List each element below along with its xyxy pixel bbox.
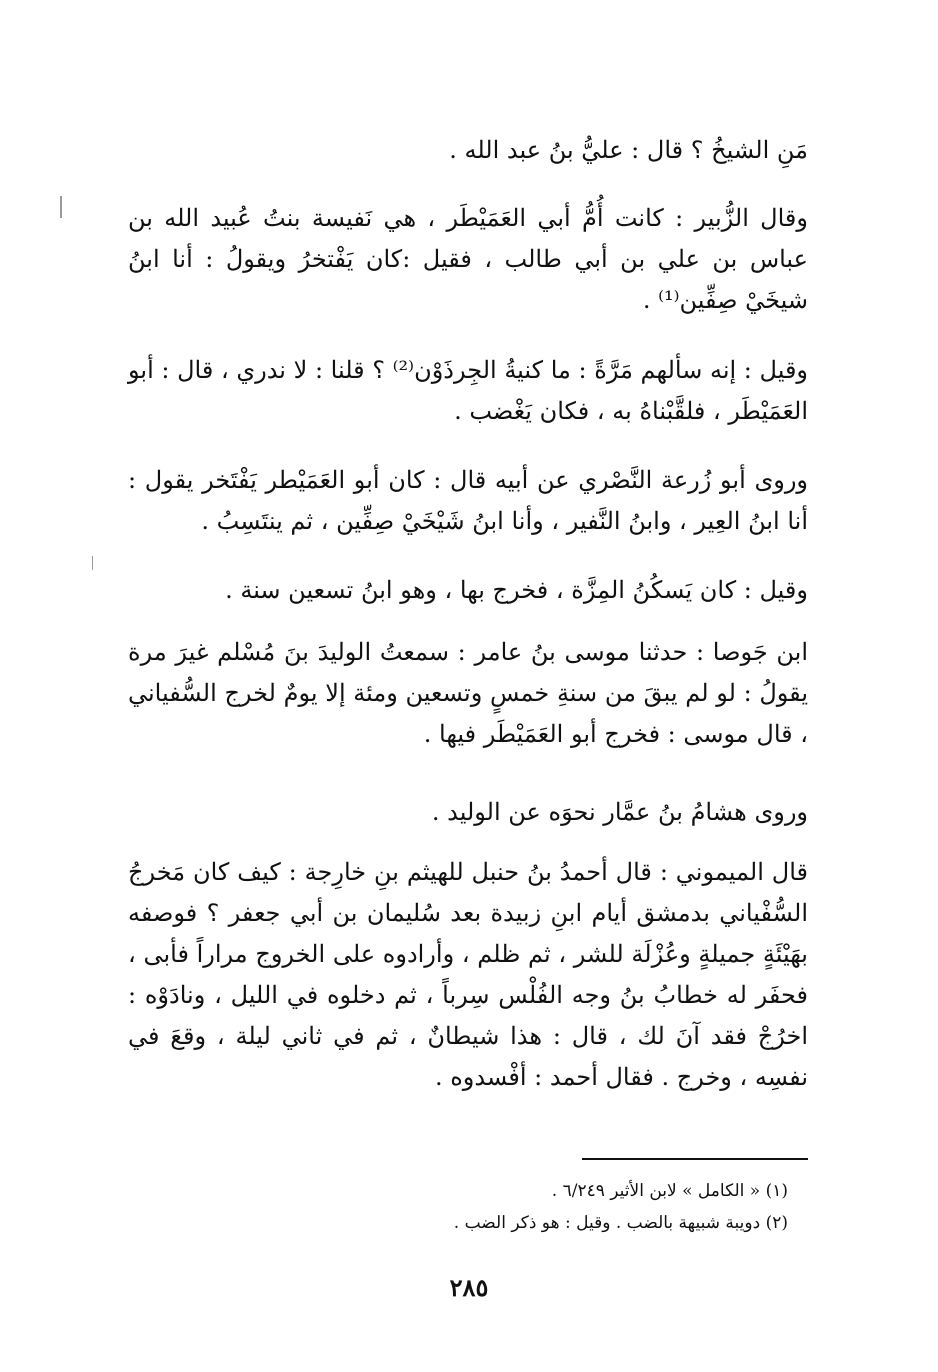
paragraph-8: قال الميموني : قال أحمدُ بنُ حنبل للهيثم بنِ خارِجة : كيف كان مَخرجُ السُّفْياني بدمشق أيام ابنِ زبيدة بعد سُليمان بن أبي جعفر ؟ فوصفه بهَيْئَةٍ جميلةٍ وعُزْلَة للشر ، ثم ظلم ، وأرادوه على الخروج مراراً فأبى ، فحفَر له خطابُ بنُ وجه الفُلْس سِرباً ، ثم دخلوه في الليل ، ونادَوْه : اخرُجْ فقد آنَ لك ، قال : هذا شيطانٌ ، ثم في ثاني ليلة ، وقعَ في نفسِه ، وخرج . فقال أحمد : أفْسدوه . xyxy=(128,858,808,1091)
margin-mark xyxy=(60,196,62,218)
paragraph-3: وقيل : إنه سألهم مَرَّةً : ما كنيةُ الجِرذَوْن⁽²⁾ ؟ قلنا : لا ندري ، قال : أبو العَمَيْطَر ، فلقَّبْناهُ به ، فكان يَغْضب . xyxy=(128,356,809,425)
paragraph-4: وروى أبو زُرعة النَّصْري عن أبيه قال : كان أبو العَمَيْطر يَفْتَخر يقول : أنا ابنُ العِير ، وابنُ النَّفير ، وأنا ابنُ شَيْخَيْ صِفِّين ، ثم ينتَسِبُ . xyxy=(128,466,808,535)
paragraph-1: مَنِ الشيخُ ؟ قال : عليُّ بنُ عبد الله . xyxy=(449,136,808,164)
margin-mark xyxy=(92,556,93,570)
footnote-2: (٢) دويبة شبيهة بالضب . وقيل : هو ذكر الضب . xyxy=(453,1213,788,1233)
paragraph-7: وروى هشامُ بنُ عمَّار نحوَه عن الوليد . xyxy=(431,798,808,826)
page-number: ٢٨٥ xyxy=(449,1273,489,1302)
paragraph-5: وقيل : كان يَسكُنُ المِزَّة ، فخرج بها ، وهو ابنُ تسعين سنة . xyxy=(225,576,808,604)
footnote-divider xyxy=(582,1158,808,1160)
paragraph-6: ابن جَوصا : حدثنا موسى بنُ عامر : سمعتُ الوليدَ بنَ مُسْلم غيرَ مرة يقولُ : لو لم يبقَ من سنةِ خمسٍ وتسعين ومئة إلا يومٌ لخرج السُّفياني ، قال موسى : فخرج أبو العَمَيْطَر فيها . xyxy=(128,638,808,748)
footnote-1: (١) « الكامل » لابن الأثير ٦/٢٤٩ . xyxy=(551,1181,788,1201)
paragraph-2: وقال الزُّبير : كانت أُمُّ أبي العَمَيْطَر ، هي نَفيسة بنتُ عُبيد الله بن عباس بن علي بن أبي طالب ، فقيل :كان يَفْتخرُ ويقولُ : أنا ابنُ شيخَيْ صِفِّين⁽¹⁾ . xyxy=(128,204,808,314)
